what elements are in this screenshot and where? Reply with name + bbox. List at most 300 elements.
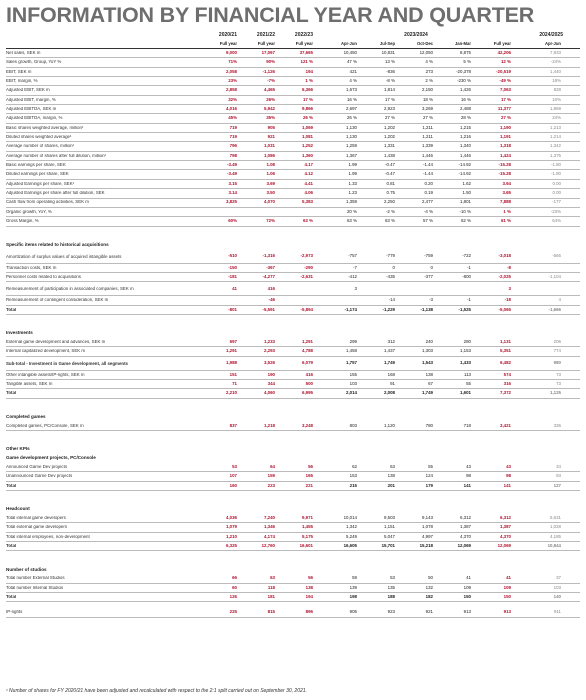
header-q1: Apr-Jun <box>340 40 357 46</box>
table-cell: 5,631 <box>550 514 561 520</box>
table-cell: 1,869 <box>550 106 561 112</box>
table-cell: 15,701 <box>381 543 395 548</box>
row-label: Internal capitalized development, SEK m <box>6 349 86 354</box>
table-row <box>6 180 580 189</box>
table-cell: 90% <box>266 59 275 65</box>
table-cell: 905 <box>267 124 275 130</box>
table-cell: 55 <box>466 380 471 386</box>
table-cell: 2 % <box>425 78 433 83</box>
table-cell: 26% <box>266 96 275 102</box>
table-cell: 1,130 <box>346 134 357 140</box>
table-cell: 1,086 <box>264 152 275 158</box>
row-label: Cash flow from operating activities, SEK m <box>6 200 89 205</box>
table-cell: 1,433 <box>460 359 471 365</box>
table-row <box>6 124 580 133</box>
table-cell: 73 <box>556 371 561 377</box>
table-cell: 37,665 <box>299 49 313 55</box>
table-cell: 1,673 <box>346 87 357 93</box>
table-cell: 1,455 <box>302 524 313 530</box>
table-cell: 1,214 <box>550 134 561 140</box>
table-cell: 15,218 <box>419 543 433 548</box>
row-label: Diluted earnings per share, SEK <box>6 172 69 177</box>
table-cell: -800 <box>462 273 471 279</box>
table-cell: 0.75 <box>386 190 395 196</box>
table-cell: 1,340 <box>460 143 471 149</box>
table-cell: 4.41 <box>304 180 313 186</box>
table-row <box>6 49 580 58</box>
row-label: Gross Margin, % <box>6 219 39 224</box>
row-label: Average number of shares, million¹ <box>6 144 75 149</box>
table-cell: 1,202 <box>384 134 395 140</box>
table-row <box>6 389 580 398</box>
table-cell: 4,060 <box>264 390 275 396</box>
table-cell: 27 % <box>500 115 511 121</box>
table-cell: 7,063 <box>500 87 511 93</box>
table-cell: 1.99 <box>348 171 357 177</box>
header-full-year: Full year <box>493 40 511 46</box>
table-cell: 815 <box>267 609 275 615</box>
row-label: Total <box>6 391 17 396</box>
table-cell: 118 <box>267 584 275 590</box>
table-cell: 109 <box>503 584 511 590</box>
table-cell: 1,749 <box>422 390 433 396</box>
group-game-dev-projects <box>6 463 580 491</box>
header-fy2324: 2023/2024 <box>404 32 428 38</box>
table-cell: 18 % <box>422 96 433 102</box>
table-row <box>6 371 580 380</box>
table-cell: 150 <box>463 594 471 600</box>
table-cell: 201 <box>387 482 395 488</box>
table-cell: 1,387 <box>500 524 511 530</box>
table-cell: 905 <box>349 609 357 615</box>
table-cell: 141 <box>463 482 471 488</box>
table-cell: 59 <box>352 575 357 581</box>
footnote: ¹ Number of shares for FY 2020/21 have been adjusted and recalculated with respect to the 2:1 split carried out on September 30, 2021. <box>6 688 307 694</box>
table-cell: 2,477 <box>422 199 433 205</box>
table-cell: 4.06 <box>304 190 313 196</box>
table-cell: 803 <box>349 422 357 428</box>
table-cell: 12,069 <box>497 543 511 548</box>
table-row <box>6 58 580 67</box>
table-cell: -1,126 <box>262 68 275 74</box>
table-cell: 1,446 <box>460 152 471 158</box>
table-cell: 921 <box>425 609 433 615</box>
row-label: Personnel costs related to acquisitions <box>6 274 81 279</box>
table-cell: 206 <box>553 338 561 344</box>
row-label: Sales growth, Group, YoY % <box>6 60 62 65</box>
section-game-dev-projects: Game development projects, PC/Console <box>6 455 96 461</box>
table-cell: 223 <box>267 482 275 488</box>
table-cell: 93 <box>556 473 561 479</box>
table-cell: -3.49 <box>226 171 237 177</box>
table-cell: 1,303 <box>422 348 433 354</box>
table-cell: 1.50 <box>462 190 471 196</box>
table-cell: 20 % <box>346 208 357 214</box>
table-cell: 28 % <box>460 115 471 121</box>
table-row <box>6 296 580 305</box>
table-cell: 168 <box>387 371 395 377</box>
table-row <box>6 357 580 371</box>
table-cell: 2,250 <box>384 199 395 205</box>
table-cell: -2,025 <box>498 273 511 279</box>
table-cell: 1,211 <box>422 134 433 140</box>
table-cell: 1,211 <box>422 124 433 130</box>
table-row <box>6 142 580 151</box>
table-cell: -181 <box>228 273 237 279</box>
table-row <box>6 273 580 282</box>
table-cell: 9,000 <box>226 49 237 55</box>
table-cell: 8,875 <box>460 49 471 55</box>
row-label: Total <box>6 544 17 548</box>
row-label: Total <box>6 595 17 600</box>
table-cell: 9,143 <box>422 514 433 520</box>
table-cell: 1,387 <box>460 524 471 530</box>
table-row <box>6 161 580 170</box>
row-label: Remeasurement of contingent consideration, SEK m <box>6 298 109 303</box>
table-cell: 1,440 <box>550 68 561 74</box>
table-cell: 17 % <box>302 96 313 102</box>
table-cell: 2,293 <box>264 348 275 354</box>
table-cell: -15.28 <box>498 171 511 177</box>
table-cell: -1,525 <box>458 306 471 312</box>
table-cell: -1 <box>467 264 471 270</box>
table-cell: 6,079 <box>302 359 313 365</box>
table-row <box>6 189 580 198</box>
table-cell: 913 <box>463 609 471 615</box>
group-investments <box>6 338 580 399</box>
table-cell: 5,047 <box>384 533 395 539</box>
table-cell: 12,050 <box>419 49 433 55</box>
table-cell: 27 % <box>422 115 433 121</box>
table-cell: 316 <box>503 380 511 386</box>
table-cell: 98 <box>506 473 511 479</box>
table-cell: 72% <box>266 218 275 224</box>
table-cell: 141 <box>503 482 511 488</box>
table-row <box>6 77 580 86</box>
table-cell: 4,370 <box>500 533 511 539</box>
table-cell: 71 <box>232 380 237 386</box>
table-cell: 13 % <box>384 59 395 65</box>
table-cell: 1,291 <box>226 348 237 354</box>
table-cell: 37 <box>556 575 561 581</box>
table-row <box>6 208 580 217</box>
table-cell: -23% <box>550 208 561 214</box>
table-cell: -8 % <box>385 78 395 83</box>
table-cell: 1,259 <box>346 143 357 149</box>
table-cell: 18% <box>552 78 561 83</box>
table-cell: -435 <box>386 273 395 279</box>
table-cell: 188 <box>387 594 395 600</box>
table-row <box>6 199 580 208</box>
table-row <box>6 514 580 523</box>
table-cell: -757 <box>348 252 357 258</box>
table-cell: 1.62 <box>462 180 471 186</box>
row-label: Total number External Studios <box>6 576 65 581</box>
table-cell: 1,153 <box>460 348 471 354</box>
header-q1: Apr-Jun <box>544 40 561 46</box>
table-cell: -2 % <box>385 208 395 214</box>
table-cell: 43 <box>466 463 471 469</box>
table-row <box>6 306 580 315</box>
table-cell: 127 <box>553 482 561 488</box>
table-cell: -7 <box>353 264 357 270</box>
table-cell: 4,788 <box>302 348 313 354</box>
table-cell: -3,018 <box>498 252 511 258</box>
table-cell: 53 <box>232 463 237 469</box>
table-cell: 1,458 <box>346 348 357 354</box>
table-cell: 3.94 <box>502 180 511 186</box>
table-cell: 198 <box>349 594 357 600</box>
row-label: Average number of shares after full dilution, million¹ <box>6 153 106 158</box>
table-cell: 2,008 <box>384 390 395 396</box>
row-label: Unannounced Game Dev projects <box>6 474 73 479</box>
table-cell: 4.17 <box>304 162 313 168</box>
table-cell: -1,104 <box>548 273 561 279</box>
table-row <box>6 170 580 179</box>
table-cell: 1 % <box>503 208 511 214</box>
row-label: Announced Game Dev projects <box>6 464 68 469</box>
table-cell: 1,339 <box>422 143 433 149</box>
table-cell: 4,185 <box>550 533 561 539</box>
table-cell: 159 <box>267 473 275 479</box>
table-cell: 1,543 <box>422 359 433 365</box>
table-cell: -15.28 <box>498 162 511 168</box>
table-cell: 1,069 <box>302 124 313 130</box>
table-cell: -1.44 <box>422 171 433 177</box>
table-cell: 26 % <box>346 115 357 121</box>
table-cell: -412 <box>348 273 357 279</box>
table-cell: 2,150 <box>422 87 433 93</box>
table-cell: 5,175 <box>302 533 313 539</box>
table-cell: 7,933 <box>550 49 561 55</box>
row-label: Total internal game developers <box>6 515 66 520</box>
table-cell: 2,488 <box>460 106 471 112</box>
table-cell: 56 <box>308 575 313 581</box>
table-cell: 416 <box>305 371 313 377</box>
table-cell: 1,233 <box>264 338 275 344</box>
table-cell: 921 <box>267 134 275 140</box>
table-cell: 3,421 <box>500 422 511 428</box>
table-cell: 3,526 <box>264 359 275 365</box>
table-cell: 91 <box>390 380 395 386</box>
table-cell: 4,016 <box>226 106 237 112</box>
table-cell: 34 <box>556 463 561 469</box>
table-row <box>6 533 580 542</box>
table-cell: 1,078 <box>422 524 433 530</box>
table-cell: 1.08 <box>266 162 275 168</box>
table-cell: -566 <box>552 252 561 258</box>
table-cell: 1,437 <box>384 348 395 354</box>
table-cell: -1,316 <box>262 252 275 258</box>
table-row <box>6 463 580 472</box>
table-cell: 107 <box>229 473 237 479</box>
table-cell: 181 <box>267 594 275 600</box>
table-cell: 1,318 <box>500 143 511 149</box>
table-cell: 1,218 <box>264 422 275 428</box>
table-cell: 42,206 <box>497 49 511 55</box>
table-row <box>6 86 580 95</box>
table-cell: 1,359 <box>346 199 357 205</box>
row-label: Tangible assets, SEK m <box>6 381 53 386</box>
table-cell: 719 <box>229 134 237 140</box>
header-fy2223: 2022/23 <box>294 32 313 38</box>
table-cell: -5,065 <box>498 306 511 312</box>
table-row <box>6 133 580 142</box>
table-cell: 41 <box>466 575 471 581</box>
table-cell: 1,213 <box>550 124 561 130</box>
table-cell: 240 <box>425 338 433 344</box>
table-cell: 151 <box>229 371 237 377</box>
row-label: Net sales, SEK m <box>6 50 41 55</box>
table-cell: 913 <box>503 609 511 615</box>
section-other-kpis: Other KPIs <box>6 446 30 452</box>
group-ip-rights <box>6 608 580 617</box>
table-cell: 155 <box>349 371 357 377</box>
table-cell: 416 <box>267 285 275 291</box>
table-cell: 923 <box>387 609 395 615</box>
table-cell: 3.69 <box>266 180 275 186</box>
table-cell: 138 <box>387 473 395 479</box>
table-cell: 6,312 <box>460 514 471 520</box>
table-row <box>6 152 580 161</box>
table-cell: -1,229 <box>382 306 395 312</box>
header-q3: Oct-Dec <box>416 40 433 46</box>
table-cell: 5,351 <box>500 348 511 354</box>
table-cell: -510 <box>228 252 237 258</box>
table-cell: 5,249 <box>346 533 357 539</box>
table-cell: 10% <box>552 96 561 102</box>
table-cell: 26 % <box>302 115 313 121</box>
table-cell: 16 % <box>346 96 357 102</box>
table-cell: 1,749 <box>384 359 395 365</box>
table-cell: 697 <box>229 338 237 344</box>
row-label: Adjusted EBIT, SEK m <box>6 88 50 93</box>
table-cell: 0 <box>392 264 395 270</box>
table-cell: 17,067 <box>261 49 275 55</box>
table-cell: -49 % <box>499 78 511 83</box>
table-cell: -20,378 <box>456 68 471 74</box>
table-cell: 10,014 <box>343 514 357 520</box>
table-cell: -230 % <box>457 78 471 83</box>
table-cell: -1.44 <box>422 162 433 168</box>
table-cell: -1,666 <box>548 306 561 312</box>
table-cell: 9,503 <box>384 514 395 520</box>
table-cell: 194 <box>305 68 313 74</box>
table-cell: 43 <box>506 463 511 469</box>
table-cell: 4 % <box>425 59 433 65</box>
table-cell: 1,601 <box>460 390 471 396</box>
table-cell: 1,120 <box>384 422 395 428</box>
table-row <box>6 482 580 491</box>
row-label: Diluted shares weighted average¹ <box>6 135 72 140</box>
header-full-year: Full year <box>257 40 275 46</box>
table-cell: 837 <box>229 422 237 428</box>
table-cell: 1,216 <box>460 134 471 140</box>
table-cell: -3 <box>429 297 433 303</box>
table-cell: 1.06 <box>266 171 275 177</box>
table-cell: 7,888 <box>500 199 511 205</box>
table-row <box>6 608 580 617</box>
table-cell: 215 <box>349 482 357 488</box>
table-cell: 3.15 <box>228 180 237 186</box>
table-cell: 16,605 <box>343 543 357 548</box>
header-fy2122: 2021/22 <box>256 32 275 38</box>
table-cell: 98 <box>466 473 471 479</box>
table-cell: 160 <box>229 482 237 488</box>
table-cell: 774 <box>553 348 561 354</box>
table-cell: -4,277 <box>262 273 275 279</box>
table-cell: 16,601 <box>299 543 313 548</box>
table-cell: 4.12 <box>304 171 313 177</box>
table-cell: -24% <box>550 59 561 65</box>
table-cell: 9,866 <box>302 106 313 112</box>
table-cell: 139 <box>349 584 357 590</box>
table-cell: -0.47 <box>384 162 395 168</box>
table-cell: 35% <box>266 115 275 121</box>
table-row <box>6 114 580 123</box>
row-label: Total <box>6 307 17 312</box>
table-cell: 63 % <box>384 218 395 224</box>
table-cell: 1,424 <box>500 152 511 158</box>
table-cell: 165 <box>305 473 313 479</box>
table-row <box>6 472 580 481</box>
table-cell: 66 <box>232 575 237 581</box>
table-cell: 0 <box>430 264 433 270</box>
table-cell: 16 % <box>460 96 471 102</box>
table-row <box>6 542 580 551</box>
row-label: Total <box>6 483 17 488</box>
table-cell: 64% <box>552 218 561 224</box>
table-cell: -801 <box>228 306 237 312</box>
row-label: Transaction costs, SEK m <box>6 265 57 270</box>
table-cell: 896 <box>305 609 313 615</box>
table-cell: 45% <box>228 115 237 121</box>
table-cell: 12,069 <box>457 543 471 548</box>
table-cell: 1,191 <box>500 134 511 140</box>
table-cell: 4 % <box>349 78 357 83</box>
table-cell: 109 <box>463 584 471 590</box>
table-cell: -10 % <box>459 208 471 214</box>
table-cell: 299 <box>349 338 357 344</box>
table-cell: 124 <box>425 473 433 479</box>
table-cell: 138 <box>305 584 313 590</box>
table-cell: 2,014 <box>346 390 357 396</box>
table-cell: 574 <box>503 371 511 377</box>
header-years <box>6 31 580 40</box>
table-cell: 2,210 <box>226 390 237 396</box>
table-cell: 1,360 <box>302 152 313 158</box>
section-number-of-studios: Number of studios <box>6 566 47 572</box>
table-cell: 6,312 <box>500 514 511 520</box>
table-cell: 344 <box>267 380 275 386</box>
table-cell: 135 <box>387 584 395 590</box>
table-cell: 121 % <box>300 59 313 65</box>
row-label: Sub-total - Investment in Game development, all segments <box>6 360 128 366</box>
table-cell: 1,131 <box>500 338 511 344</box>
table-cell: -1 <box>467 297 471 303</box>
table-cell: 798 <box>229 152 237 158</box>
table-cell: 336 <box>553 422 561 428</box>
table-cell: 4,174 <box>264 533 275 539</box>
table-cell: 194 <box>305 594 313 600</box>
table-cell: 63 <box>270 575 275 581</box>
table-cell: 41 <box>506 575 511 581</box>
table-cell: 312 <box>387 338 395 344</box>
header-q4: Jan-Mar <box>454 40 471 46</box>
table-cell: -150 <box>228 264 237 270</box>
table-cell: 4,997 <box>422 533 433 539</box>
group-headcount <box>6 514 580 551</box>
